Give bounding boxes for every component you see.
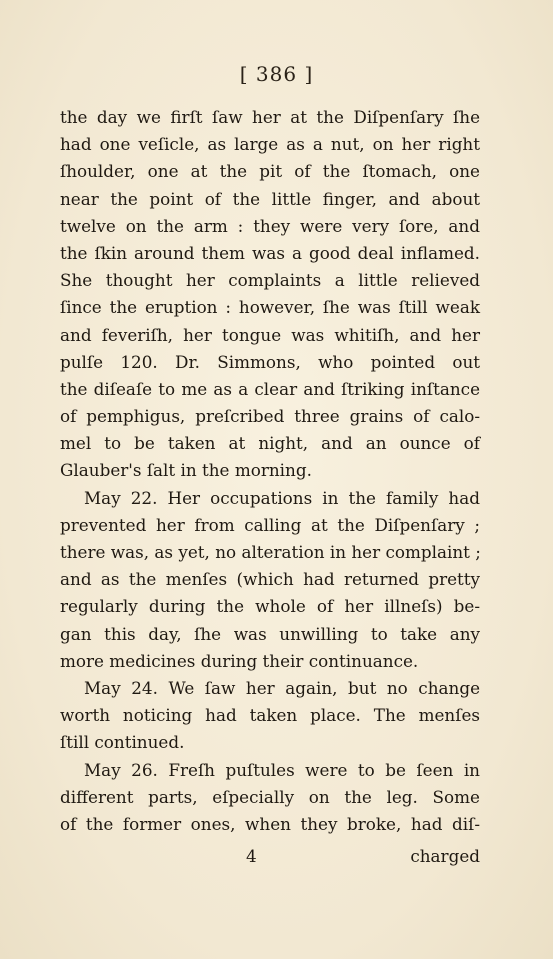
text-line: ſince the eruption : however, ſhe was ſtill weak (60, 297, 480, 318)
text-line: and feveriſh, her tongue was whitiſh, and her (60, 324, 480, 345)
text-line: pulſe 120. Dr. Simmons, who pointed out (60, 351, 480, 372)
text-line: May 24. We ſaw her again, but no change (84, 677, 480, 698)
text-line: gan this day, ſhe was unwilling to take any (60, 623, 480, 644)
text-line: the ſkin around them was a good deal inflamed. (60, 242, 480, 263)
text-line: the day we firſt ſaw her at the Diſpenſary ſhe (60, 107, 480, 127)
page-number: [ 386 ] (239, 62, 314, 86)
text-line: of pemphigus, preſcribed three grains of calo- (60, 406, 480, 427)
text-line: twelve on the arm : they were very ſore, and (60, 215, 480, 236)
text-line: Glauber's ſalt in the morning. (60, 460, 312, 481)
text-line: ſtill continued. (60, 732, 185, 753)
text-line: prevented her from calling at the Diſpenſary ; (60, 514, 480, 535)
text-line: more medicines during their continuance. (60, 650, 419, 671)
signature-mark: 4 (246, 846, 257, 866)
text-line: there was, as yet, no alteration in her complaint ; (60, 542, 481, 562)
text-line: mel to be taken at night, and an ounce of (60, 433, 480, 454)
page-footer (60, 843, 480, 870)
body-text (60, 104, 480, 838)
text-line: different parts, eſpecially on the leg. Some (60, 786, 480, 807)
page-number-header (0, 62, 553, 87)
text-line: near the point of the little finger, and about (60, 188, 480, 209)
text-line: May 26. Freſh puſtules were to be ſeen in (84, 759, 480, 780)
catchword: charged (410, 846, 480, 866)
text-line: regularly during the whole of her illneſs) be- (60, 596, 480, 617)
text-line: She thought her complaints a little relieved (60, 270, 480, 291)
text-line: and as the menſes (which had returned pretty (60, 569, 480, 590)
text-line: the diſeaſe to me as a clear and ſtriking inſtance (60, 378, 480, 399)
text-line: of the former ones, when they broke, had diſ- (60, 813, 480, 834)
text-line: worth noticing had taken place. The menſes (60, 705, 480, 726)
text-line: had one veſicle, as large as a nut, on her right (60, 134, 480, 155)
text-line: ſhoulder, one at the pit of the ſtomach, one (60, 161, 480, 182)
text-line: May 22. Her occupations in the family had (84, 487, 480, 508)
